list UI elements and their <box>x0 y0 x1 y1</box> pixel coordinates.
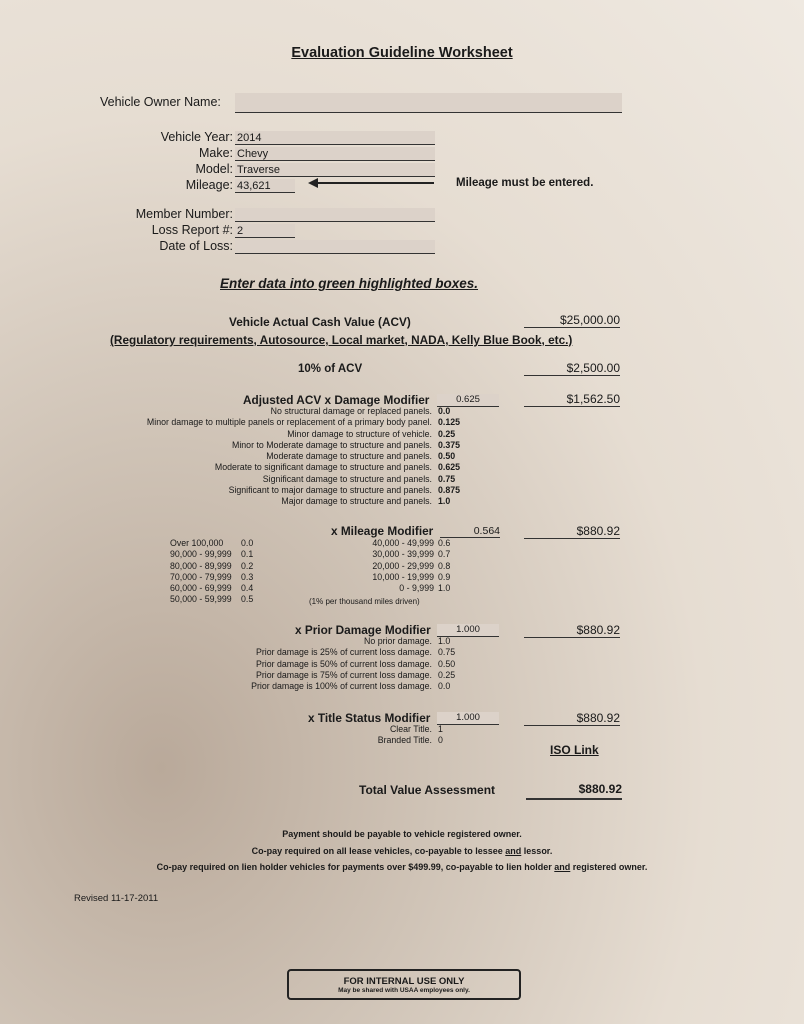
mileage-note-small: (1% per thousand miles driven) <box>309 597 420 606</box>
owner-name-field[interactable] <box>235 93 622 113</box>
note-line-3: Co-pay required on lien holder vehicles for payments over $499.99, co-payable to lien holder and registered owner. <box>156 862 648 872</box>
mileage-left-ranges <box>170 538 232 606</box>
mileage-val: 0.4 <box>241 583 254 594</box>
title-value-list <box>438 724 443 747</box>
mileage-val: 0.8 <box>438 560 451 571</box>
owner-name-label: Vehicle Owner Name: <box>100 95 221 109</box>
mileage-range: 30,000 - 39,999 <box>372 549 434 560</box>
damage-desc: Minor to Moderate damage to structure and panels. <box>232 439 432 450</box>
title-val: 0 <box>438 735 443 746</box>
damage-desc: Minor damage to multiple panels or replacement of a primary body panel. <box>146 417 432 428</box>
damage-val: 0.125 <box>438 417 461 428</box>
damage-val: 0.875 <box>438 485 461 496</box>
mileage-range: Over 100,000 <box>170 538 224 548</box>
mileage-range: 70,000 - 79,999 <box>170 571 232 582</box>
make-field[interactable]: Chevy <box>235 147 435 161</box>
total-label: Total Value Assessment <box>359 783 496 797</box>
mileage-range: 50,000 - 59,999 <box>170 594 232 605</box>
revised-date: Revised 11-17-2011 <box>74 893 159 904</box>
damage-result: $1,562.50 <box>524 392 620 407</box>
total-value: $880.92 <box>526 782 622 800</box>
damage-val: 1.0 <box>438 496 451 507</box>
mileage-range: 80,000 - 89,999 <box>170 560 232 571</box>
title-val: 1 <box>438 724 443 734</box>
mileage-modifier-value: 0.564 <box>440 525 500 538</box>
prior-val: 0.0 <box>438 681 451 692</box>
damage-val: 0.375 <box>438 439 461 450</box>
prior-desc: Prior damage is 100% of current loss damage. <box>251 681 432 692</box>
damage-modifier-input[interactable]: 0.625 <box>437 394 499 407</box>
mileage-result: $880.92 <box>524 524 620 539</box>
mileage-right-ranges <box>330 538 434 594</box>
prior-damage-input[interactable]: 1.000 <box>437 624 499 637</box>
title-desc: Branded Title. <box>377 735 432 746</box>
damage-desc: Moderate to significant damage to structure and panels. <box>214 462 432 473</box>
loss-report-label: Loss Report #: <box>151 223 233 237</box>
prior-value-list <box>438 636 455 692</box>
acv-value[interactable]: $25,000.00 <box>524 313 620 328</box>
member-number-label: Member Number: <box>135 207 233 221</box>
mileage-left-values <box>241 538 253 606</box>
damage-val: 0.75 <box>438 473 456 484</box>
damage-desc: No structural damage or replaced panels. <box>270 406 432 416</box>
prior-damage-result: $880.92 <box>524 623 620 638</box>
instruction-text: Enter data into green highlighted boxes. <box>220 276 479 291</box>
damage-desc: Minor damage to structure of vehicle. <box>287 428 432 439</box>
damage-desc-list <box>90 406 432 508</box>
mileage-val: 1.0 <box>438 583 451 594</box>
title-status-input[interactable]: 1.000 <box>437 712 499 725</box>
prior-val: 1.0 <box>438 636 451 646</box>
damage-val: 0.625 <box>438 462 461 473</box>
vehicle-year-field[interactable]: 2014 <box>235 131 435 145</box>
acv-sources: (Regulatory requirements, Autosource, Local market, NADA, Kelly Blue Book, etc.) <box>110 333 573 347</box>
prior-desc: Prior damage is 50% of current loss damage. <box>255 658 432 669</box>
prior-val: 0.75 <box>438 647 456 658</box>
internal-use-title: FOR INTERNAL USE ONLY <box>343 976 465 987</box>
internal-use-subtitle: May be shared with USAA employees only. <box>338 987 470 994</box>
loss-report-field[interactable]: 2 <box>235 224 295 238</box>
member-number-field[interactable] <box>235 208 435 222</box>
title-desc: Clear Title. <box>389 724 432 734</box>
arrow-line <box>314 182 434 184</box>
internal-use-box <box>287 969 521 1000</box>
model-field[interactable]: Traverse <box>235 163 435 177</box>
mileage-val: 0.1 <box>241 549 254 560</box>
mileage-val: 0.2 <box>241 560 254 571</box>
damage-val: 0.50 <box>438 451 456 462</box>
model-label: Model: <box>195 162 233 176</box>
title-status-result: $880.92 <box>524 711 620 726</box>
mileage-range: 40,000 - 49,999 <box>372 538 434 548</box>
note-line-2: Co-pay required on all lease vehicles, co-payable to lessee and lessor. <box>251 846 553 856</box>
damage-desc: Moderate damage to structure and panels. <box>266 451 432 462</box>
date-of-loss-label: Date of Loss: <box>159 239 233 253</box>
mileage-field[interactable]: 43,621 <box>235 179 295 193</box>
prior-desc: Prior damage is 25% of current loss damage. <box>255 647 432 658</box>
mileage-range: 90,000 - 99,999 <box>170 549 232 560</box>
mileage-note: Mileage must be entered. <box>456 177 594 189</box>
acv-label: Vehicle Actual Cash Value (ACV) <box>229 315 411 329</box>
mileage-right-values <box>438 538 450 594</box>
page-title: Evaluation Guideline Worksheet <box>291 45 513 61</box>
ten-pct-value: $2,500.00 <box>524 361 620 376</box>
prior-val: 0.25 <box>438 669 456 680</box>
mileage-range: 10,000 - 19,999 <box>372 571 434 582</box>
damage-value-list <box>438 406 460 508</box>
damage-desc: Significant to major damage to structure and panels. <box>228 485 432 496</box>
mileage-val: 0.3 <box>241 571 254 582</box>
prior-val: 0.50 <box>438 658 456 669</box>
note-line-1: Payment should be payable to vehicle registered owner. <box>282 829 522 839</box>
damage-val: 0.0 <box>438 406 451 416</box>
make-label: Make: <box>198 146 233 160</box>
prior-damage-label: x Prior Damage Modifier <box>295 623 431 637</box>
mileage-range: 20,000 - 29,999 <box>372 560 434 571</box>
mileage-val: 0.9 <box>438 571 451 582</box>
damage-desc: Major damage to structure and panels. <box>281 496 432 507</box>
mileage-val: 0.5 <box>241 594 254 605</box>
ten-pct-label: 10% of ACV <box>298 363 363 375</box>
damage-modifier-label: Adjusted ACV x Damage Modifier <box>243 393 430 407</box>
title-status-label: x Title Status Modifier <box>308 711 431 725</box>
prior-desc-list <box>200 636 432 692</box>
mileage-modifier-label: x Mileage Modifier <box>331 524 434 538</box>
mileage-val: 0.0 <box>241 538 254 548</box>
title-desc-list <box>330 724 432 747</box>
mileage-range: 60,000 - 69,999 <box>170 583 232 594</box>
iso-link[interactable]: ISO Link <box>550 743 599 757</box>
mileage-range: 0 - 9,999 <box>399 583 434 594</box>
vehicle-year-label: Vehicle Year: <box>160 130 233 144</box>
mileage-val: 0.6 <box>438 538 451 548</box>
mileage-label: Mileage: <box>185 178 233 192</box>
prior-desc: Prior damage is 75% of current loss damage. <box>255 669 432 680</box>
date-of-loss-field[interactable] <box>235 240 435 254</box>
damage-desc: Significant damage to structure and panels. <box>262 473 432 484</box>
mileage-val: 0.7 <box>438 549 451 560</box>
damage-val: 0.25 <box>438 428 456 439</box>
prior-desc: No prior damage. <box>364 636 432 646</box>
